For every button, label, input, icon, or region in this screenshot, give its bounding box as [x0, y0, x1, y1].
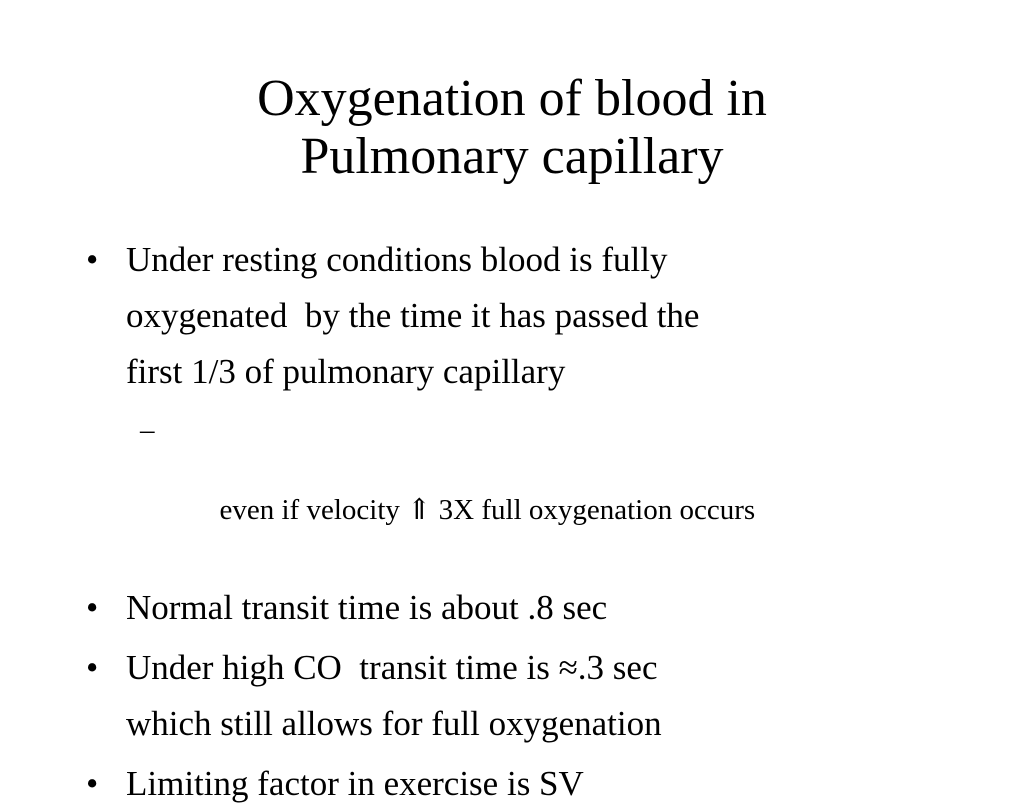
- bullet-text-line: which still allows for full oxygenation: [126, 704, 662, 743]
- sub-bullet-marker: –: [140, 414, 155, 446]
- bullet-marker: •: [86, 648, 99, 687]
- bullet-item-limiting-factor: [84, 756, 964, 812]
- bullet-list: [84, 232, 964, 812]
- bullet-text-line: Under resting conditions blood is fully: [126, 240, 668, 279]
- bullet-item-high-co: [84, 640, 964, 752]
- bullet-item-transit-time: [84, 580, 964, 636]
- title-line-1: Oxygenation of blood in: [257, 70, 767, 127]
- bullet-marker: •: [86, 588, 99, 627]
- bullet-text-line: first 1/3 of pulmonary capillary: [126, 352, 566, 391]
- bullet-item-resting: [84, 232, 964, 400]
- bullet-text-line: Normal transit time is about .8 sec: [126, 588, 608, 627]
- bullet-marker: •: [86, 764, 99, 803]
- bullet-marker: •: [86, 240, 99, 279]
- sub-bullet-velocity: [84, 410, 964, 570]
- title-line-2: Pulmonary capillary: [300, 128, 724, 185]
- bullet-text-line: Limiting factor in exercise is SV: [126, 764, 584, 803]
- sub-bullet-text: even if velocity ⇑ 3X full oxygenation occurs: [219, 494, 756, 526]
- bullet-text-line: oxygenated by the time it has passed the: [126, 296, 700, 335]
- slide-title: [0, 70, 1024, 186]
- bullet-text-line: Under high CO transit time is ≈.3 sec: [126, 648, 658, 687]
